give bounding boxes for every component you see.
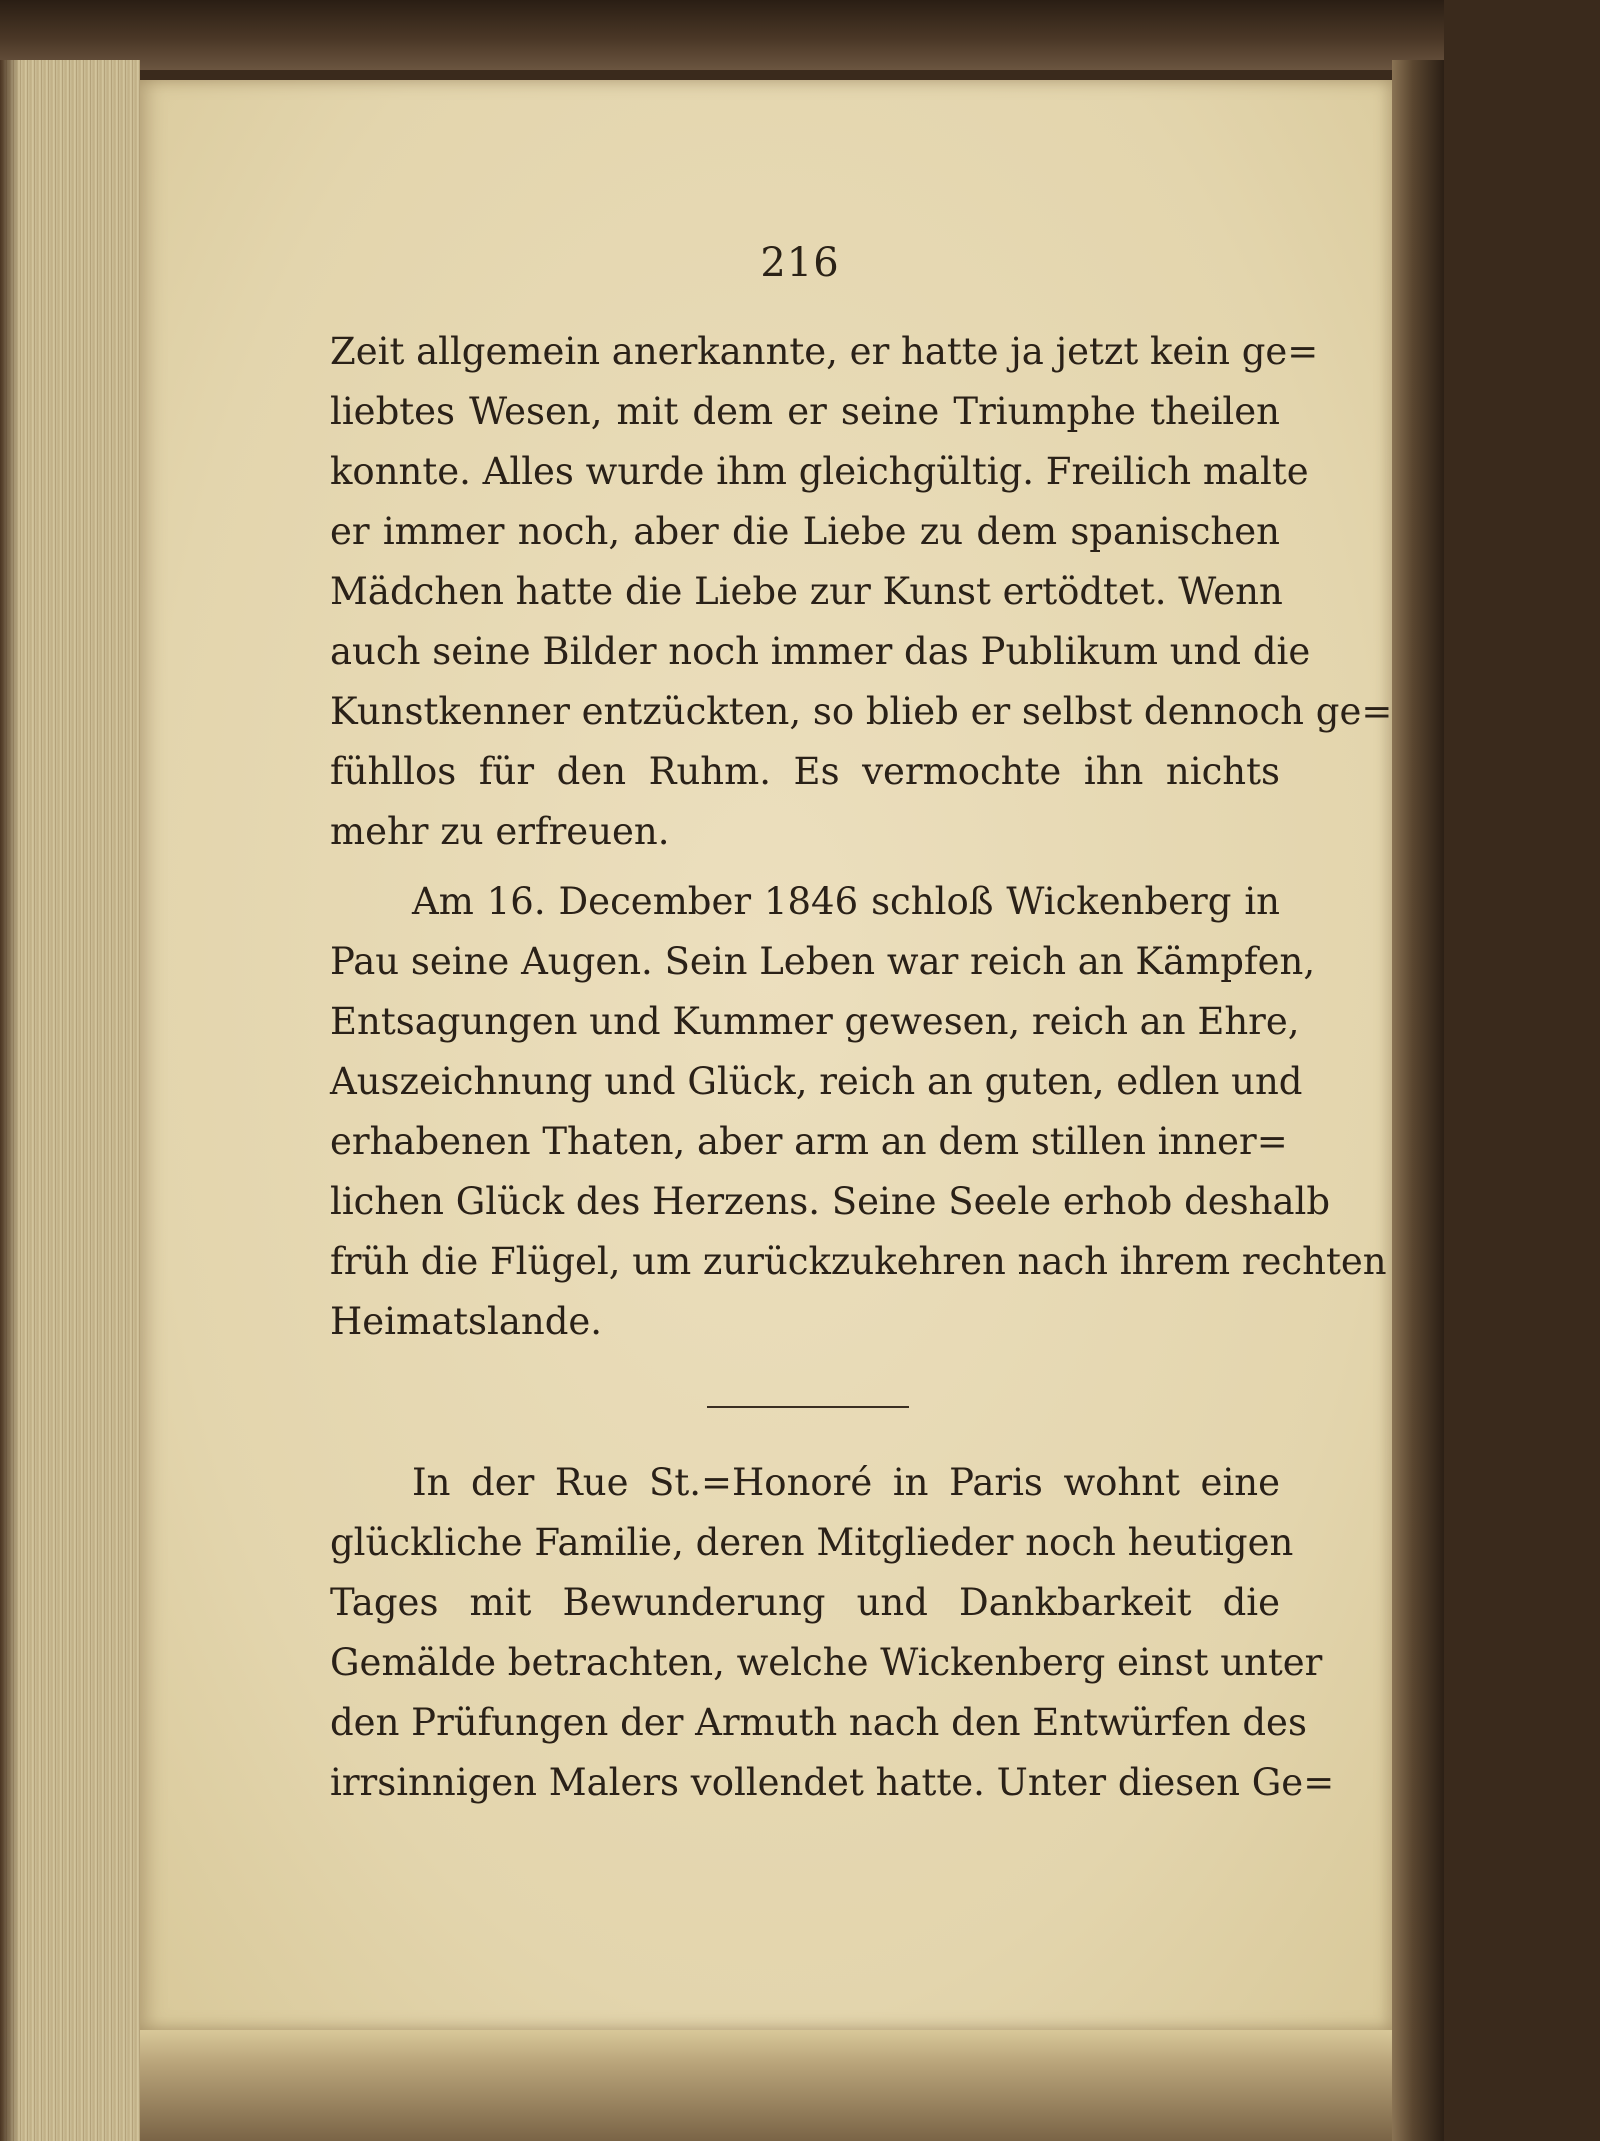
text-line: Auszeichnung und Glück, reich an guten, edlen und <box>330 1060 1303 1103</box>
text-line: Am 16. December 1846 schloß Wickenberg in <box>412 880 1280 923</box>
text-line: Heimatslande. <box>330 1300 603 1343</box>
paragraph <box>330 872 1387 1352</box>
text-line: erhabenen Thaten, aber arm an dem stillen inner= <box>330 1120 1288 1163</box>
text-line: konnte. Alles wurde ihm gleichgültig. Freilich malte <box>330 450 1309 493</box>
text-line: lichen Glück des Herzens. Seine Seele erhob deshalb <box>330 1180 1331 1223</box>
book-cover-top <box>0 0 1444 70</box>
text-line: auch seine Bilder noch immer das Publikum und die <box>330 630 1311 673</box>
text-line: mehr zu erfreuen. <box>330 810 670 853</box>
text-line: irrsinnigen Malers vollendet hatte. Unter diesen Ge= <box>330 1761 1335 1804</box>
page-stack-shadow <box>0 60 20 2141</box>
text-line: Kunstkenner entzückten, so blieb er selbst dennoch ge= <box>330 690 1393 733</box>
text-line: fühllos für den Ruhm. Es vermochte ihn nichts <box>330 750 1280 793</box>
text-line: er immer noch, aber die Liebe zu dem spanischen <box>330 510 1280 553</box>
text-line: liebtes Wesen, mit dem er seine Triumphe theilen <box>330 390 1280 433</box>
text-block-bottom <box>330 1453 1335 1813</box>
section-divider <box>707 1406 909 1408</box>
book-bottom-edge <box>140 2030 1392 2141</box>
text-line: Tages mit Bewunderung und Dankbarkeit die <box>330 1581 1280 1624</box>
text-line: Mädchen hatte die Liebe zur Kunst ertödtet. Wenn <box>330 570 1283 613</box>
page-stack-left <box>0 60 140 2141</box>
text-line: Gemälde betrachten, welche Wickenberg einst unter <box>330 1641 1323 1684</box>
text-line: Pau seine Augen. Sein Leben war reich an Kämpfen, <box>330 940 1316 983</box>
page-gutter-right <box>1392 60 1444 2141</box>
paragraph <box>330 1453 1335 1813</box>
text-line: In der Rue St.=Honoré in Paris wohnt eine <box>412 1461 1280 1504</box>
text-line: den Prüfungen der Armuth nach den Entwürfen des <box>330 1701 1307 1744</box>
page-number: 216 <box>760 240 840 286</box>
text-block-top <box>330 322 1393 1352</box>
paragraph <box>330 322 1393 862</box>
text-line: früh die Flügel, um zurückzukehren nach ihrem rechten <box>330 1240 1387 1283</box>
text-line: Zeit allgemein anerkannte, er hatte ja jetzt kein ge= <box>330 330 1319 373</box>
text-line: glückliche Familie, deren Mitglieder noch heutigen <box>330 1521 1294 1564</box>
text-line: Entsagungen und Kummer gewesen, reich an Ehre, <box>330 1000 1300 1043</box>
